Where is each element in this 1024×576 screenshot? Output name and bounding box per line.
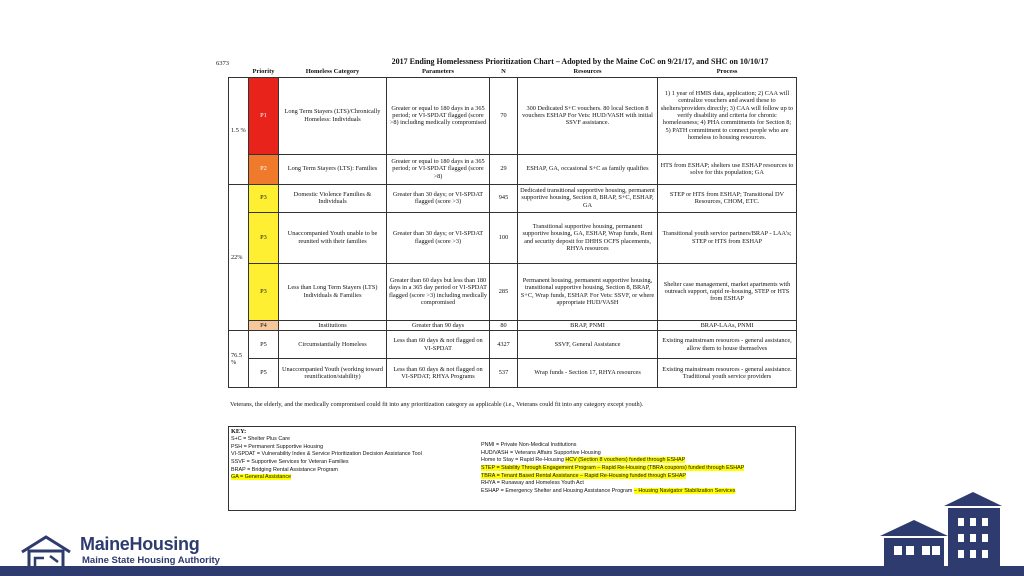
header-n: N xyxy=(501,68,506,75)
resources-cell: Dedicated transitional supportive housing, permanent supportive housing, Section 8, BRAP, S+C, ESHAP, GA xyxy=(518,184,658,212)
n-cell: 4327 xyxy=(490,331,518,359)
table-row xyxy=(229,359,797,388)
key-column-right xyxy=(481,442,744,496)
table-row xyxy=(229,212,797,263)
priority-cell: P3 xyxy=(249,263,279,320)
category-cell: Domestic Violence Families & Individuals xyxy=(279,184,387,212)
resources-cell: ESHAP, GA, occasional S+C as family qualifies xyxy=(518,154,658,184)
key-item: BRAP = Bridging Rental Assistance Program xyxy=(231,466,339,473)
category-cell: Long Term Stayers (LTS)/Chronically Homeless: Individuals xyxy=(279,77,387,154)
parameters-cell: Greater than 30 days; or VI-SPDAT flagged (score >3) xyxy=(387,212,490,263)
key-item: SSVF = Supportive Services for Veteran Families xyxy=(231,459,349,466)
priority-cell: P3 xyxy=(249,184,279,212)
footer-bar xyxy=(0,566,1024,576)
group-percentage: 76.5 % xyxy=(229,331,249,388)
priority-cell: P3 xyxy=(249,212,279,263)
n-cell: 285 xyxy=(490,263,518,320)
chart-title: 2017 Ending Homelessness Prioritization Chart – Adopted by the Maine CoC on 9/21/17, and SHC on 10/10/17 xyxy=(391,57,769,66)
key-item: STEP = Stability Through Engagement Program – Rapid Re-Housing (TBRA coupons) funded through ESHAP xyxy=(481,465,745,472)
n-cell: 29 xyxy=(490,154,518,184)
table-row xyxy=(229,77,797,154)
header-parameters: Parameters xyxy=(421,68,455,75)
priority-cell: P4 xyxy=(249,320,279,330)
category-cell: Unaccompanied Youth unable to be reunited with their families xyxy=(279,212,387,263)
parameters-cell: Greater or equal to 180 days in a 365 period; or VI-SPDAT flagged (score >8) xyxy=(387,154,490,184)
prioritization-table xyxy=(228,67,797,388)
table-row xyxy=(229,331,797,359)
process-cell: Transitional youth service partners/BRAP - LAA's; STEP or HTS from ESHAP xyxy=(658,212,797,263)
key-item: RHYA = Runaway and Homeless Youth Act xyxy=(481,480,584,487)
parameters-cell: Greater than 90 days xyxy=(387,320,490,330)
header-category: Homeless Category xyxy=(305,68,360,75)
process-cell: HTS from ESHAP; shelters use ESHAP resources to solve for this population; GA xyxy=(658,154,797,184)
brand-name: MaineHousing xyxy=(80,534,200,554)
mainehousing-logo xyxy=(20,534,250,570)
key-item: TBRA = Tenant Based Rental Assistance – Rapid Re-Housing funded through ESHAP xyxy=(481,472,687,479)
key-box xyxy=(228,426,796,511)
category-cell: Unaccompanied Youth (working toward reunification/stability) xyxy=(279,359,387,388)
document-code: 6373 xyxy=(216,60,229,67)
process-cell: Existing mainstream resources - general assistance. Traditional youth service providers xyxy=(658,359,797,388)
process-cell: BRAP-LAAs, PNMI xyxy=(658,320,797,330)
n-cell: 537 xyxy=(490,359,518,388)
process-cell: Existing mainstream resources - general assistance, allow them to house themselves xyxy=(658,331,797,359)
category-cell: Circumstantially Homeless xyxy=(279,331,387,359)
header-resources: Resources xyxy=(573,68,602,75)
resources-cell: 300 Dedicated S+C vouchers. 80 local Section 8 vouchers ESHAP For Vets: HUD/VASH with initial SSVF assistance. xyxy=(518,77,658,154)
key-item: Home to Stay = Rapid Re-Housing HCV (Section 8 vouchers) funded through ESHAP xyxy=(481,457,686,464)
priority-cell: P2 xyxy=(249,154,279,184)
resources-cell: Wrap funds - Section 17, RHYA resources xyxy=(518,359,658,388)
category-cell: Institutions xyxy=(279,320,387,330)
category-cell: Long Term Stayers (LTS): Families xyxy=(279,154,387,184)
process-cell: STEP or HTS from ESHAP; Transitional DV Resources, CHOM, ETC. xyxy=(658,184,797,212)
key-item: PNMI = Private Non-Medical Institutions xyxy=(481,442,577,448)
houses-graphic-icon xyxy=(872,492,1024,576)
key-item: S+C = Shelter Plus Care xyxy=(231,436,291,442)
table-row xyxy=(229,320,797,330)
key-item: PSH = Permanent Supportive Housing xyxy=(231,443,324,450)
key-item: HUD/VASH = Veterans Affairs Supportive Housing xyxy=(481,449,601,456)
process-cell: 1) 1 year of HMIS data, application; 2) CAA will centralize vouchers and award these to shelters/providers directly; 3) CAA will follow up to verify disability and criteria for chronic homelessness; 4) PHA commitments for Section 8; 5) PATH commitment to connect people who are homeless to housing resources. xyxy=(658,77,797,154)
group-percentage: 22% xyxy=(229,184,249,330)
parameters-cell: Less than 60 days & not flagged on VI-SPDAT xyxy=(387,331,490,359)
resources-cell: Permanent housing, permanent supportive housing, transitional supportive housing, Section 8, BRAP, S+C, Wrap funds, ESHAP. For Vets: SSVF, or where appropriate HUD/VASH xyxy=(518,263,658,320)
parameters-cell: Greater than 30 days; or VI-SPDAT flagged (score >3) xyxy=(387,184,490,212)
brand-subtitle: Maine State Housing Authority xyxy=(82,555,220,566)
priority-cell: P5 xyxy=(249,331,279,359)
process-cell: Shelter case management, market apartments with outreach support, rapid re-housing, STEP or HTS from ESHAP xyxy=(658,263,797,320)
header-priority: Priority xyxy=(252,68,275,75)
n-cell: 945 xyxy=(490,184,518,212)
key-item: ESHAP = Emergency Shelter and Housing Assistance Program – Housing Navigator Stabilization Services xyxy=(481,488,736,495)
n-cell: 80 xyxy=(490,320,518,330)
key-column-left xyxy=(231,436,422,482)
category-cell: Less than Long Term Stayers (LTS) Individuals & Families xyxy=(279,263,387,320)
key-item: GA = General Assistance xyxy=(231,474,292,481)
parameters-cell: Less than 60 days & not flagged on VI-SPDAT; RHYA Programs xyxy=(387,359,490,388)
key-title: KEY: xyxy=(231,428,247,435)
house-logo-icon xyxy=(20,534,76,570)
resources-cell: SSVF, General Assistance xyxy=(518,331,658,359)
n-cell: 70 xyxy=(490,77,518,154)
resources-cell: Transitional supportive housing, permanent supportive housing, GA, ESHAP, Wrap funds, Rent and security deposit for DHHS OCFS placements, RHYA resources xyxy=(518,212,658,263)
key-item: VI-SPDAT = Vulnerability Index & Service Prioritization Decision Assistance Tool xyxy=(231,451,422,458)
table-row xyxy=(229,154,797,184)
table-row xyxy=(229,184,797,212)
parameters-cell: Greater or equal to 180 days in a 365 period; or VI-SPDAT flagged (score >8) including medically compromised xyxy=(387,77,490,154)
priority-cell: P1 xyxy=(249,77,279,154)
table-row xyxy=(229,263,797,320)
veterans-note: Veterans, the elderly, and the medically compromised could fit into any prioritization category as applicable (i.e., Veterans could fit into any category except youth). xyxy=(230,401,644,408)
parameters-cell: Greater than 60 days but less than 180 days in a 365 day period or VI-SPDAT flagged (score >3) including medically compromised xyxy=(387,263,490,320)
resources-cell: BRAP, PNMI xyxy=(518,320,658,330)
group-percentage: 1.5 % xyxy=(229,77,249,184)
table-header-row xyxy=(229,67,797,77)
n-cell: 100 xyxy=(490,212,518,263)
header-process: Process xyxy=(716,68,738,75)
priority-cell: P5 xyxy=(249,359,279,388)
